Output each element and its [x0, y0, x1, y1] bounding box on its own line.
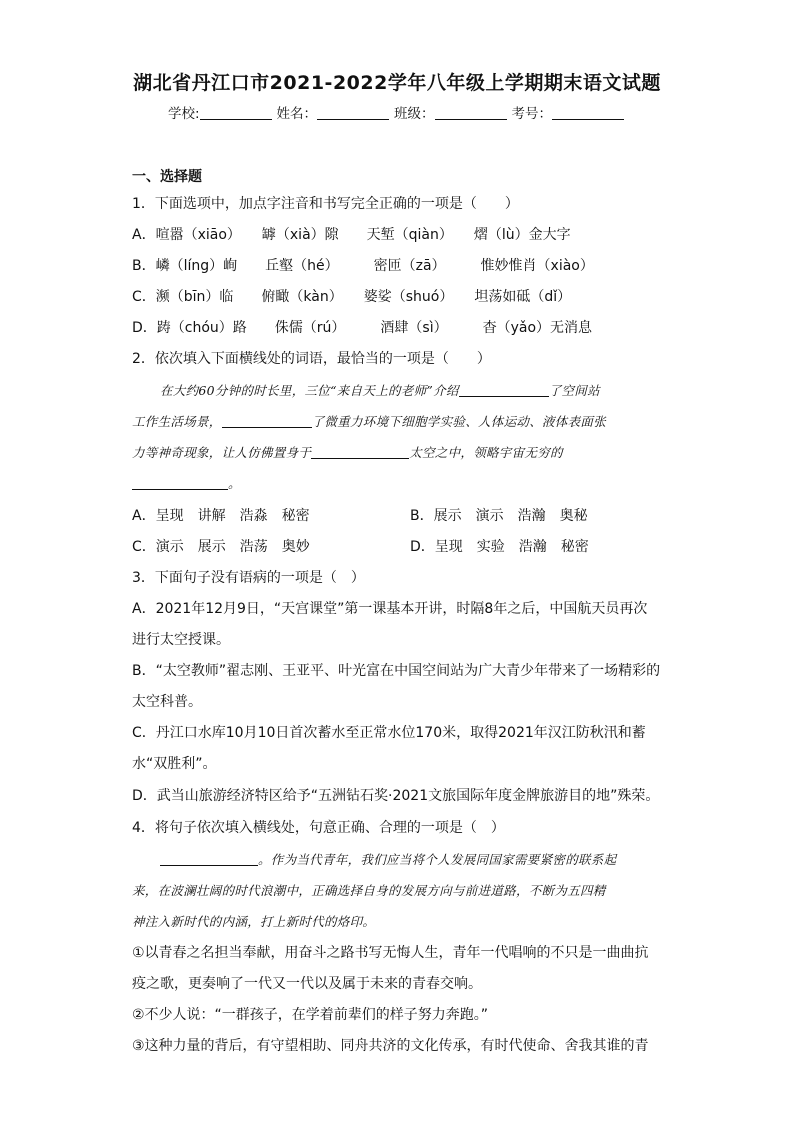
q2-passage-line-2	[132, 412, 606, 430]
q2-stem: 2．依次填入下面横线处的词语，最恰当的一项是（ ）	[132, 351, 491, 367]
q1-option-b: B．嶙（líng）峋 丘壑（hé） 密匝（zā） 惟妙惟肖（xiào）	[132, 258, 594, 274]
q2-passage-text: 在大约60分钟的时长里，三位“来自天上的老师”介绍	[160, 383, 459, 398]
q3-option-a-line-1: A．2021年12月9日，“天宫课堂”第一课基本开讲，时隔8年之后，中国航天员再次	[132, 601, 648, 617]
q3-stem: 3．下面句子没有语病的一项是（ ）	[132, 570, 365, 586]
name-label: 姓名：	[276, 106, 318, 122]
q3-option-b-line-2: 太空科普。	[132, 694, 202, 710]
q3-option-c-line-2: 水“双胜利”。	[132, 756, 217, 772]
q2-blank-1[interactable]	[459, 384, 549, 397]
q2-option-b: B．展示 演示 浩瀚 奥秘	[410, 508, 588, 524]
q2-option-a: A．呈现 讲解 浩淼 秘密	[132, 508, 310, 524]
q4-passage-line-3: 神注入新时代的内涵，打上新时代的烙印。	[132, 914, 376, 929]
student-info-line	[0, 102, 794, 122]
q2-passage-line-1	[160, 381, 600, 399]
school-blank[interactable]	[200, 107, 272, 120]
q4-item-1-line-1: ①以青春之名担当奉献，用奋斗之路书写无悔人生，青年一代唱响的不只是一曲曲抗	[132, 945, 649, 961]
q4-item-2: ②不少人说：“一群孩子，在学着前辈们的样子努力奔跑。”	[132, 1007, 489, 1023]
q1-stem: 1．下面选项中，加点字注音和书写完全正确的一项是（ ）	[132, 196, 519, 212]
q1-option-d: D．踌（chóu）路 侏儒（rú） 酒肆（sì） 杳（yǎo）无消息	[132, 320, 593, 336]
q3-option-d: D．武当山旅游经济特区给予“五洲钻石奖·2021文旅国际年度金牌旅游目的地”殊荣。	[132, 788, 660, 804]
class-blank[interactable]	[435, 107, 507, 120]
q2-blank-4[interactable]	[132, 477, 228, 490]
q4-passage-line-1	[160, 850, 616, 868]
section-heading: 一、选择题	[132, 169, 202, 185]
q2-passage-text: 力等神奇现象，让人仿佛置身于	[132, 445, 312, 460]
name-blank[interactable]	[317, 107, 389, 120]
q1-option-a: A．喧嚣（xiāo） 罅（xià）隙 天堑（qiàn） 熠（lù）金大字	[132, 227, 571, 243]
q2-options-row-1	[132, 505, 310, 525]
exam-title: 湖北省丹江口市2021-2022学年八年级上学期期末语文试题	[133, 72, 661, 94]
exam-number-blank[interactable]	[552, 107, 624, 120]
q4-item-1-line-2: 疫之歌，更奏响了一代又一代以及属于未来的青春交响。	[132, 976, 482, 992]
q4-passage-line-2: 来，在波澜壮阔的时代浪潮中，正确选择自身的发展方向与前进道路，不断为五四精	[132, 883, 606, 898]
q4-stem: 4．将句子依次填入横线处，句意正确、合理的一项是（ ）	[132, 820, 505, 836]
q2-passage-text: 了微重力环境下细胞学实验、人体运动、液体表面张	[311, 414, 607, 429]
q1-option-c: C．濒（bīn）临 俯瞰（kàn） 婆娑（shuó） 坦荡如砥（dǐ）	[132, 289, 572, 305]
q2-passage-text: 了空间站	[548, 383, 600, 398]
q3-option-c-line-1: C．丹江口水库10月10日首次蓄水至正常水位170米，取得2021年汉江防秋汛和蓄	[132, 725, 646, 741]
q2-blank-2[interactable]	[222, 415, 312, 428]
school-label: 学校:	[167, 106, 200, 122]
q3-option-b-line-1: B．“太空教师”翟志刚、王亚平、叶光富在中国空间站为广大青少年带来了一场精彩的	[132, 663, 661, 679]
q2-blank-3[interactable]	[311, 446, 409, 459]
q4-item-3-line-1: ③这种力量的背后，有守望相助、同舟共济的文化传承，有时代使命、舍我其谁的青	[132, 1038, 649, 1054]
q4-passage-text: 。作为当代青年，我们应当将个人发展同国家需要紧密的联系起	[258, 852, 617, 867]
q2-passage-text: 。	[228, 476, 241, 491]
q2-passage-line-3	[132, 443, 563, 461]
q2-option-c: C．演示 展示 浩荡 奥妙	[132, 539, 310, 555]
q2-passage-text: 太空之中，领略宇宙无穷的	[409, 445, 563, 460]
q3-option-a-line-2: 进行太空授课。	[132, 632, 230, 648]
q2-option-d: D．呈现 实验 浩瀚 秘密	[410, 539, 589, 555]
class-label: 班级：	[394, 106, 435, 122]
q2-passage-text: 工作生活场景，	[132, 414, 222, 429]
exam-number-label: 考号：	[511, 106, 553, 122]
q2-passage-line-4	[132, 474, 241, 492]
q4-blank[interactable]	[160, 853, 258, 866]
